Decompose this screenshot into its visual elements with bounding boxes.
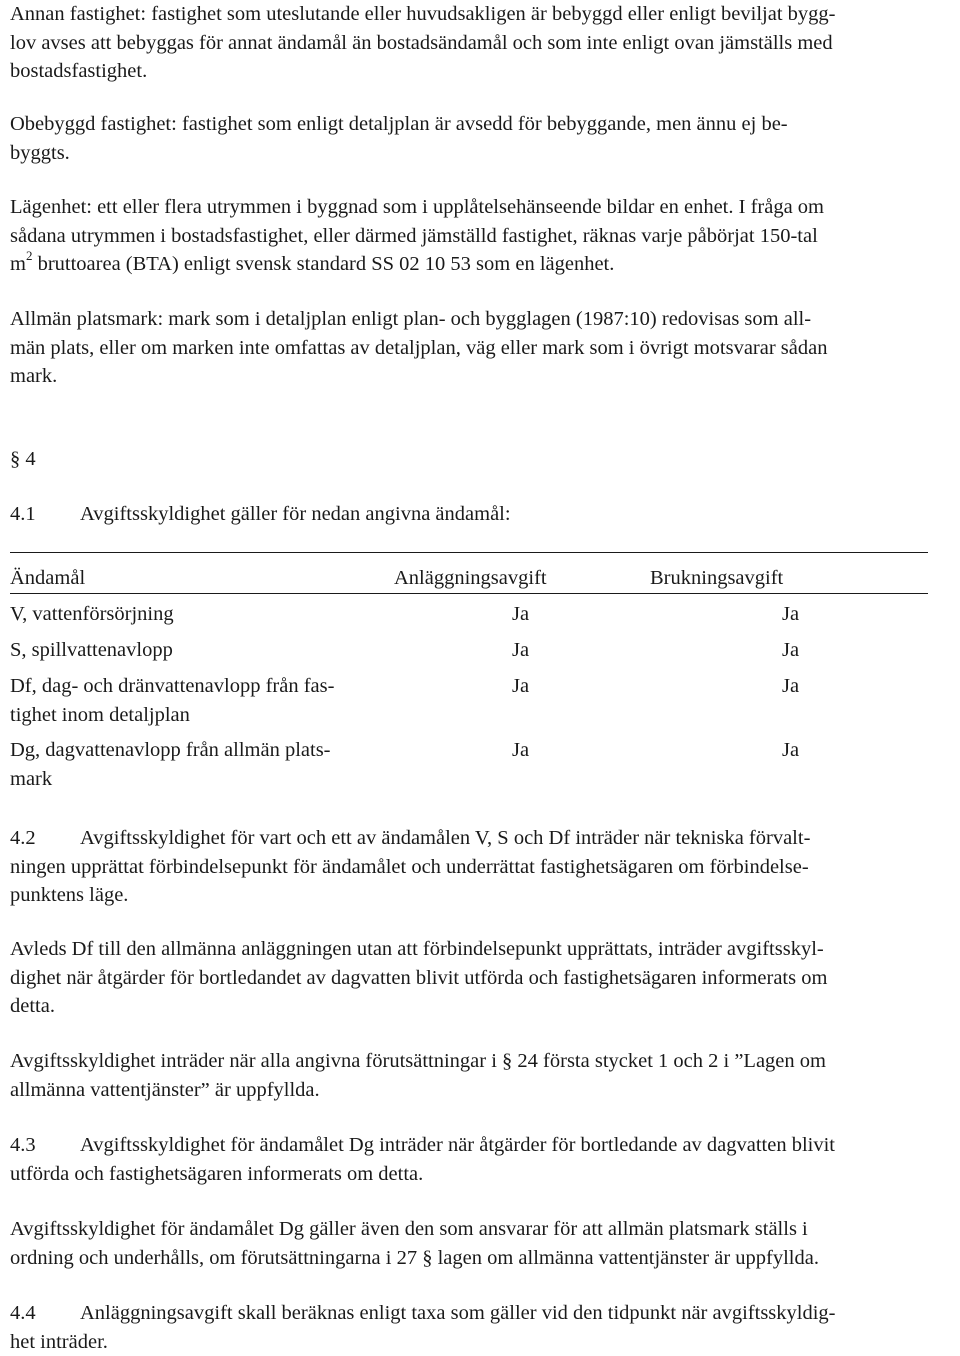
construction-fee-cell: Ja [512, 603, 530, 625]
construction-fee-cell: Ja [512, 639, 530, 661]
column-header-usage-fee: Brukningsavgift [650, 567, 784, 589]
paragraph-df: Avleds Df till den allmänna anläggningen utan att förbindelsepunkt upprättats, inträder avgiftsskyl- dighet när åtgärder för bortledandet av dagvatten blivit utförda och fastighetsägaren informerats om detta. [10, 938, 828, 1017]
subsection-4-1: 4.1 Avgiftsskyldighet gäller för nedan angivna ändamål: [10, 503, 511, 525]
purpose-cell: Df, dag- och dränvattenavlopp från fas- tighet inom detaljplan [10, 675, 335, 726]
subsection-4-3: 4.3 Avgiftsskyldighet för ändamålet Dg inträder när åtgärder för bortledande av dagvatten blivit utförda och fastighetsägaren informerats om detta. [10, 1134, 836, 1185]
purpose-cell: Dg, dagvattenavlopp från allmän plats- mark [10, 739, 331, 790]
definition-obebyggd-fastighet: Obebyggd fastighet: fastighet som enligt detaljplan är avsedd för bebyggande, men ännu ej be- byggts. [10, 113, 788, 164]
usage-fee-cell: Ja [782, 639, 800, 661]
usage-fee-cell: Ja [782, 675, 800, 697]
definition-allman-platsmark: Allmän platsmark: mark som i detaljplan enligt plan- och bygglagen (1987:10) redovisas som all- män plats, eller om marken inte omfattas av detaljplan, väg eller mark som i övrigt motsvarar sådan mark. [10, 308, 828, 387]
purpose-cell: S, spillvattenavlopp [10, 639, 173, 661]
paragraph-law: Avgiftsskyldighet inträder när alla angivna förutsättningar i § 24 första stycket 1 och 2 i ”Lagen om allmänna vattentjänster” är uppfyllda. [10, 1050, 826, 1101]
column-header-construction-fee: Anläggningsavgift [394, 567, 547, 589]
subsection-4-2: 4.2 Avgiftsskyldighet för vart och ett av ändamålen V, S och Df inträder när tekniska förvalt- ningen upprättat förbindelsepunkt för ändamålet och underrättat fastighetsägaren om förbindelse- punktens läge. [10, 827, 811, 906]
table-top-rule [10, 552, 928, 553]
fee-table [10, 550, 928, 800]
subsection-4-4: 4.4 Anläggningsavgift skall beräknas enligt taxa som gäller vid den tidpunkt när avgiftsskyldig- het inträder. [10, 1302, 836, 1353]
table-header-rule [10, 593, 928, 594]
definition-annan-fastighet: Annan fastighet: fastighet som uteslutande eller huvudsakligen är bebyggd eller enligt beviljat bygg- lov avses att bebyggas för annat ändamål än bostadsändamål och som inte enligt ovan jämställs med bostadsfastighet. [10, 3, 836, 82]
column-header-purpose: Ändamål [10, 567, 86, 589]
section-heading: § 4 [10, 448, 36, 470]
purpose-cell: V, vattenförsörjning [10, 603, 174, 625]
paragraph-dg: Avgiftsskyldighet för ändamålet Dg gäller även den som ansvarar för att allmän platsmark ställs i ordning och underhålls, om förutsättningarna i 27 § lagen om allmänna vattentjänster är uppfyllda. [10, 1218, 819, 1269]
definition-lagenhet: Lägenhet: ett eller flera utrymmen i byggnad som i upplåtelsehänseende bildar en enhet. I fråga om sådana utrymmen i bostadsfastighet, eller därmed jämställd fastighet, räknas varje påbörjat 150-tal $m^2$ bruttoarea (BTA) enligt svensk standard SS 02 10 53 som en lägenhet. [10, 196, 825, 275]
usage-fee-cell: Ja [782, 603, 800, 625]
construction-fee-cell: Ja [512, 739, 530, 761]
usage-fee-cell: Ja [782, 739, 800, 761]
construction-fee-cell: Ja [512, 675, 530, 697]
